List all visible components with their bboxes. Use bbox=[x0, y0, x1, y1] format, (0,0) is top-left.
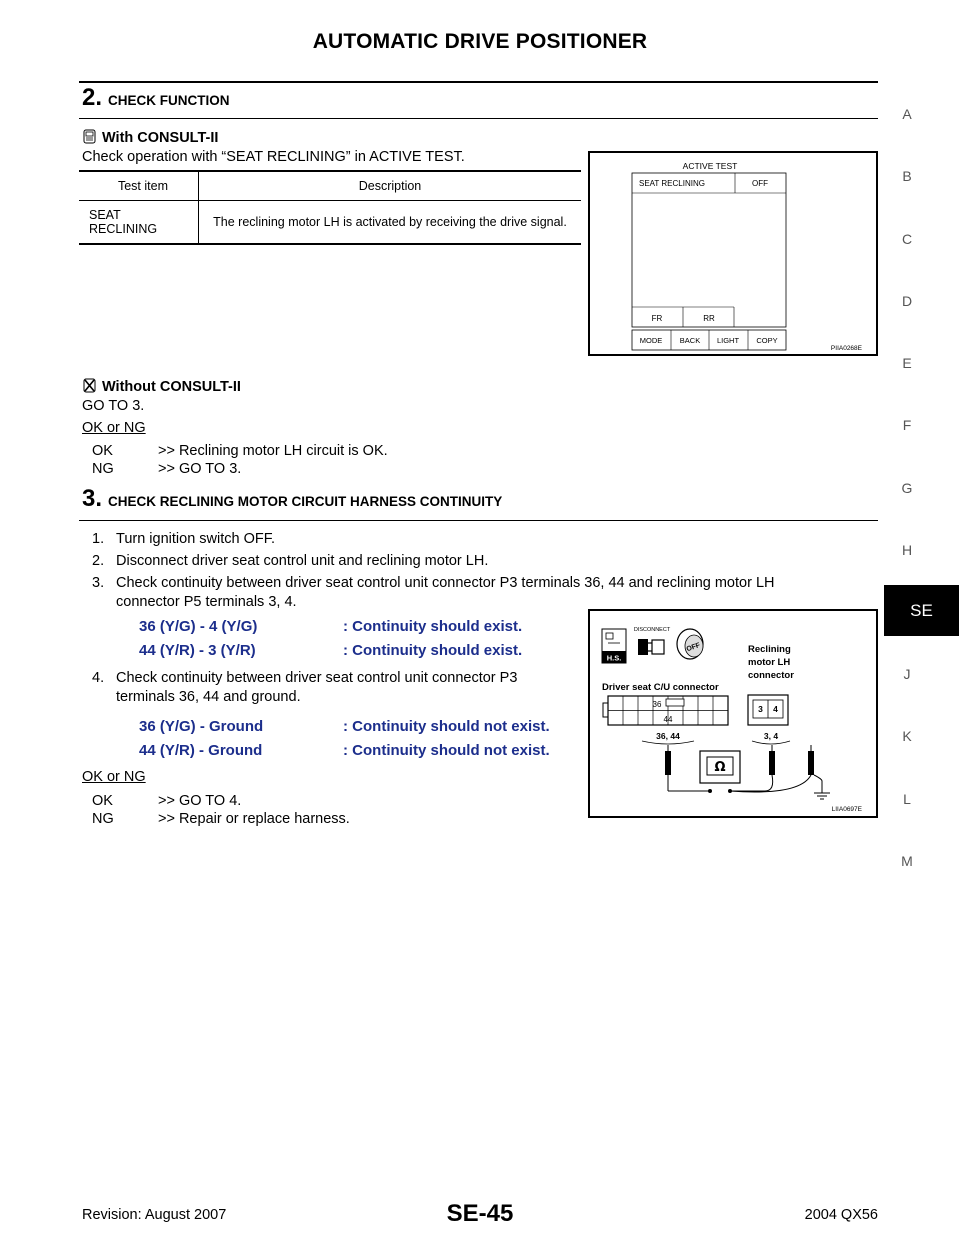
step3-heading bbox=[82, 485, 502, 513]
nav-letter-m[interactable]: M bbox=[901, 853, 913, 869]
nav-letter-e[interactable]: E bbox=[902, 355, 912, 371]
step2-ok-text: >> Reclining motor LH circuit is OK. bbox=[158, 443, 388, 459]
nav-letter-l[interactable]: L bbox=[903, 791, 911, 807]
nav-letter-f[interactable]: F bbox=[902, 417, 912, 433]
list-item-text: terminals 36, 44 and ground. bbox=[116, 689, 301, 705]
ohm-symbol: Ω bbox=[714, 760, 726, 775]
ignition-off-icon bbox=[677, 629, 703, 659]
with-consult-label: With CONSULT-II bbox=[102, 130, 219, 146]
continuity-expectation: : Continuity should not exist. bbox=[343, 742, 550, 759]
continuity-terminals: 36 (Y/G) - Ground bbox=[139, 718, 264, 735]
footer-page-number: SE-45 bbox=[446, 1200, 514, 1227]
list-item-number: 3. bbox=[92, 575, 105, 591]
list-item-text: Check continuity between driver seat control unit connector P3 bbox=[116, 670, 518, 686]
continuity-expectation: : Continuity should exist. bbox=[343, 618, 523, 635]
probe-motor-terminals: 3, 4 bbox=[763, 731, 779, 741]
continuity-check-figure bbox=[588, 609, 878, 818]
title-rule bbox=[79, 81, 878, 83]
nav-letter-d[interactable]: D bbox=[901, 293, 913, 309]
active-test-button-light: LIGHT bbox=[716, 336, 740, 345]
continuity-expectation: : Continuity should exist. bbox=[343, 642, 523, 659]
list-item-text: Disconnect driver seat control unit and reclining motor LH. bbox=[116, 553, 489, 569]
list-item bbox=[82, 669, 517, 707]
step3-ok-text: >> GO TO 4. bbox=[158, 793, 242, 809]
active-test-title: ACTIVE TEST bbox=[682, 161, 738, 171]
continuity-terminals: 44 (Y/R) - 3 (Y/R) bbox=[139, 642, 256, 659]
step2-ok-result bbox=[92, 442, 388, 460]
motor-connector-label-line3: connector bbox=[748, 670, 794, 681]
active-test-figure bbox=[588, 151, 878, 356]
footer-revision: Revision: August 2007 bbox=[82, 1207, 227, 1223]
step3-ok-or-ng: OK or NG bbox=[82, 769, 146, 785]
motor-connector-label-line2: motor LH bbox=[748, 657, 791, 668]
motor-connector-drawing bbox=[748, 695, 788, 725]
list-item-number: 1. bbox=[92, 531, 105, 547]
continuity-row bbox=[139, 642, 522, 659]
circuit-figure-code: LIIA0697E bbox=[831, 806, 862, 813]
step3-title: CHECK RECLINING MOTOR CIRCUIT HARNESS CONTINUITY bbox=[108, 494, 503, 509]
list-item-number: 2. bbox=[92, 553, 105, 569]
nav-letter-k[interactable]: K bbox=[902, 728, 912, 744]
table-header-description: Description bbox=[199, 171, 582, 201]
ohmmeter-icon bbox=[700, 751, 740, 793]
step3-number: 3. bbox=[82, 485, 103, 512]
active-test-table bbox=[79, 170, 581, 245]
active-test-button-mode: MODE bbox=[639, 336, 663, 345]
step3-ng-label: NG bbox=[92, 811, 114, 827]
list-item-text: Turn ignition switch OFF. bbox=[116, 531, 276, 547]
active-test-item: SEAT RECLINING bbox=[639, 179, 705, 188]
list-item bbox=[82, 552, 488, 571]
nav-letter-a[interactable]: A bbox=[902, 106, 912, 122]
pin-3-label: 3 bbox=[758, 704, 763, 714]
ground-icon bbox=[814, 775, 830, 799]
active-test-button-copy: COPY bbox=[756, 336, 778, 345]
table-header-test-item: Test item bbox=[79, 171, 199, 201]
continuity-expectation: : Continuity should not exist. bbox=[343, 718, 550, 735]
disconnect-label: DISCONNECT bbox=[633, 627, 671, 633]
nav-letter-b[interactable]: B bbox=[902, 168, 912, 184]
list-item-text: connector P5 terminals 3, 4. bbox=[116, 594, 297, 610]
footer-model: 2004 QX56 bbox=[804, 1207, 878, 1223]
active-test-button-fr: FR bbox=[651, 314, 663, 323]
with-consult-line bbox=[82, 129, 218, 147]
table-cell-test-item bbox=[79, 201, 199, 245]
continuity-row bbox=[139, 742, 550, 759]
step2-ok-label: OK bbox=[92, 443, 113, 459]
nav-tab-se-active[interactable]: SE bbox=[884, 585, 959, 636]
step2-ok-or-ng: OK or NG bbox=[82, 420, 146, 436]
active-test-figure-code: PIIA0268E bbox=[830, 345, 862, 352]
step2-ng-result bbox=[92, 460, 241, 478]
harness-side-icon bbox=[602, 629, 626, 663]
test-item-line2: RECLINING bbox=[89, 222, 158, 236]
nav-letter-g[interactable]: G bbox=[901, 480, 913, 496]
nav-letter-h[interactable]: H bbox=[901, 542, 913, 558]
cu-connector-label: Driver seat C/U connector bbox=[602, 682, 719, 693]
list-item-text: Check continuity between driver seat control unit connector P3 terminals 36, 44 and reclining motor LH bbox=[116, 575, 775, 591]
nav-letter-c[interactable]: C bbox=[901, 231, 913, 247]
pin-36-label: 36 bbox=[652, 700, 662, 709]
continuity-terminals: 36 (Y/G) - 4 (Y/G) bbox=[139, 618, 258, 635]
step3-ng-result bbox=[92, 810, 350, 828]
step3-ok-result bbox=[92, 792, 241, 810]
step2-ng-text: >> GO TO 3. bbox=[158, 461, 242, 477]
pin-4-label: 4 bbox=[773, 704, 778, 714]
pin-44-label: 44 bbox=[663, 715, 673, 724]
test-item-line1: SEAT bbox=[89, 208, 121, 222]
step2-title: CHECK FUNCTION bbox=[108, 93, 230, 108]
list-item-number: 4. bbox=[92, 670, 105, 686]
cu-connector-drawing bbox=[603, 696, 728, 725]
list-item bbox=[82, 574, 878, 612]
off-label: OFF bbox=[685, 641, 702, 654]
table-row bbox=[79, 201, 581, 245]
hs-label: H.S. bbox=[606, 653, 622, 663]
step3-ng-text: >> Repair or replace harness. bbox=[158, 811, 350, 827]
list-item bbox=[82, 530, 275, 549]
with-consult-text: Check operation with “SEAT RECLINING” in ACTIVE TEST. bbox=[82, 149, 465, 165]
disconnect-icon bbox=[634, 627, 671, 655]
step2-ng-label: NG bbox=[92, 461, 114, 477]
table-header-row bbox=[79, 171, 581, 201]
table-cell-description: The reclining motor LH is activated by receiving the drive signal. bbox=[199, 201, 582, 245]
without-consult-text: GO TO 3. bbox=[82, 398, 145, 414]
step2-number: 2. bbox=[82, 84, 103, 111]
no-consult-tool-icon bbox=[82, 378, 97, 393]
without-consult-line bbox=[82, 378, 241, 396]
without-consult-label: Without CONSULT-II bbox=[102, 379, 241, 395]
continuity-row bbox=[139, 718, 550, 735]
active-test-state: OFF bbox=[752, 179, 768, 188]
step2-heading bbox=[82, 84, 230, 112]
active-test-button-rr: RR bbox=[703, 314, 715, 323]
consult-tool-icon bbox=[82, 129, 97, 144]
active-test-screen-drawing bbox=[590, 153, 876, 354]
continuity-row bbox=[139, 618, 522, 635]
page-title: AUTOMATIC DRIVE POSITIONER bbox=[312, 30, 648, 53]
continuity-terminals: 44 (Y/R) - Ground bbox=[139, 742, 263, 759]
step3-rule bbox=[79, 520, 878, 521]
nav-letter-j[interactable]: J bbox=[903, 666, 911, 682]
motor-connector-label-line1: Reclining bbox=[748, 644, 791, 655]
step2-rule bbox=[79, 118, 878, 119]
continuity-circuit-diagram bbox=[590, 611, 876, 816]
active-test-button-back: BACK bbox=[679, 336, 701, 345]
probe-cu-terminals: 36, 44 bbox=[656, 731, 680, 741]
step3-ok-label: OK bbox=[92, 793, 113, 809]
